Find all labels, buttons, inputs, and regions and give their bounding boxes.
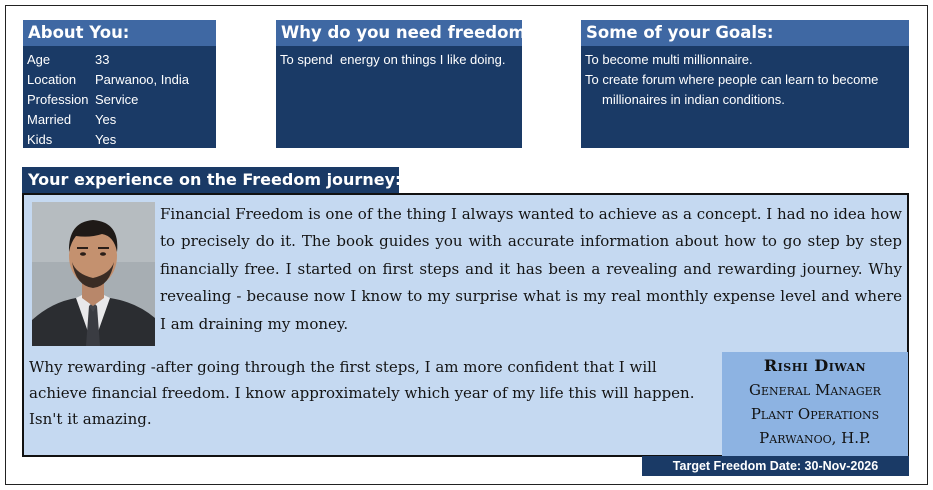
signature-block bbox=[722, 352, 908, 456]
about-value: 33 bbox=[95, 52, 110, 67]
about-row-married bbox=[27, 110, 216, 130]
about-you-panel bbox=[23, 20, 216, 148]
experience-box bbox=[22, 193, 909, 457]
about-value: Yes bbox=[95, 112, 117, 127]
goals-title: Some of your Goals: bbox=[581, 20, 909, 46]
about-you-list bbox=[23, 46, 216, 150]
goals-list bbox=[581, 46, 909, 110]
profile-photo bbox=[32, 202, 155, 346]
experience-paragraph-2: Why rewarding -after going through the first steps, I am more confident that I will achieve financial freedom. I know approximately which year of my life this will happen. Isn't it amazing. bbox=[29, 358, 695, 428]
about-label: Profession bbox=[27, 92, 89, 107]
goal-item: To create forum where people can learn to become bbox=[585, 72, 879, 87]
why-freedom-title: Why do you need freedom: bbox=[276, 20, 522, 46]
about-label: Location bbox=[27, 72, 77, 87]
why-freedom-text: To spend energy on things I like doing. bbox=[280, 52, 506, 67]
about-value: Parwanoo, India bbox=[95, 72, 189, 87]
about-row-location bbox=[27, 70, 216, 90]
about-you-title: About You: bbox=[23, 20, 216, 46]
about-value: Service bbox=[95, 92, 139, 107]
goal-item-continued: millionaires in indian conditions. bbox=[602, 92, 785, 107]
about-row-age bbox=[27, 50, 216, 70]
signature-title: General Manager bbox=[749, 381, 881, 399]
about-label: Married bbox=[27, 112, 72, 127]
target-freedom-date: Target Freedom Date: 30-Nov-2026 bbox=[642, 456, 909, 476]
goal-item: To become multi millionnaire. bbox=[585, 52, 753, 67]
signature-name: Rishi Diwan bbox=[763, 356, 867, 375]
about-label: Age bbox=[27, 52, 51, 67]
about-row-kids bbox=[27, 130, 216, 150]
signature-location: Parwanoo, H.P. bbox=[759, 429, 871, 447]
about-row-profession bbox=[27, 90, 216, 110]
person-portrait-icon bbox=[32, 202, 155, 346]
about-value: Yes bbox=[95, 132, 117, 147]
why-freedom-panel bbox=[276, 20, 533, 148]
about-label: Kids bbox=[27, 132, 53, 147]
signature-department: Plant Operations bbox=[750, 405, 880, 423]
experience-title: Your experience on the Freedom journey: bbox=[22, 167, 399, 193]
goals-panel bbox=[581, 20, 909, 148]
experience-paragraph-1: Financial Freedom is one of the thing I always wanted to achieve as a concept. I had no idea how to precisely do it. The book guides you with accurate information about how to go step by step financially free. I started on first steps and it has been a revealing and rewarding journey. Why revealing - because now I know to my surprise what is my real monthly expense level and where I am draining my money. bbox=[160, 205, 902, 333]
